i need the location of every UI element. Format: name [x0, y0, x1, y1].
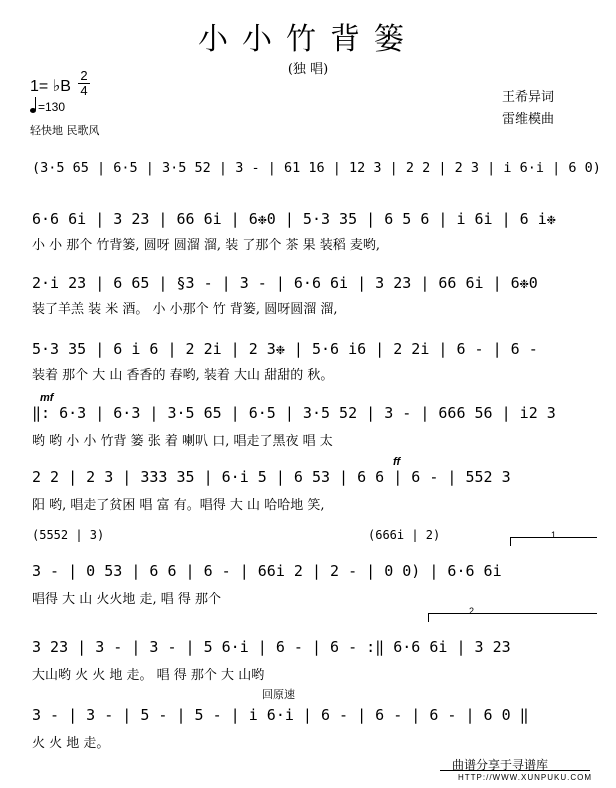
volta-1	[510, 530, 597, 546]
bracket-b: (666i | 2)	[368, 528, 441, 542]
tempo-value: =130	[38, 100, 66, 114]
footer-watermark-text: 曲谱分享于寻谱库	[452, 758, 549, 772]
mf-dynamic: mf	[40, 392, 54, 404]
ff-dynamic: ff	[393, 456, 401, 468]
tempo-marking	[30, 100, 65, 114]
volta-1-label: 1	[551, 530, 557, 540]
song-subtitle: (独 唱)	[287, 62, 329, 77]
key-signature: 1= ♭B	[30, 78, 71, 95]
volta-2-label: 2	[469, 606, 475, 616]
score-line-3-notes: 2·i 23 | 6 65 | §3 - | 3 - | 6·6 6i | 3 23 | 66 6i | 6❉0	[32, 274, 538, 292]
score-line-4-lyrics: 装着 那个 大 山 香香的 春哟, 装着 大山 甜甜的 秋。	[32, 368, 334, 383]
time-top: 2	[80, 68, 88, 83]
volta-2	[428, 606, 597, 622]
quarter-note-icon	[30, 108, 36, 113]
score-line-2-lyrics: 小 小 那个 竹背篓, 圆呀 圆溜 溜, 装 了那个 茶 果 装稻 麦哟,	[32, 238, 380, 253]
score-line-7-lyrics: 唱得 大 山 火火地 走, 唱 得 那个	[32, 592, 222, 607]
score-line-8-notes: 3 23 | 3 - | 3 - | 5 6·i | 6 - | 6 - :‖ 6·6 6i | 3 23	[32, 638, 511, 656]
time-signature	[78, 70, 90, 97]
score-line-2-notes: 6·6 6i | 3 23 | 66 6i | 6❉0 | 5·3 35 | 6 5 6 | i 6i | 6 i❉	[32, 210, 556, 228]
score-line-5-notes: ‖: 6·3 | 6·3 | 3·5 65 | 6·5 | 3·5 52 | 3 - | 666 56 | i2 3	[32, 404, 556, 422]
score-line-5-lyrics: 哟 哟 小 小 竹背 篓 张 着 喇叭 口, 唱走了黑夜 唱 太	[32, 434, 333, 449]
footer-watermark-url: HTTP://WWW.XUNPUKU.COM	[458, 773, 592, 782]
score-line-6-lyrics: 阳 哟, 唱走了贫困 唱 富 有。唱得 大 山 哈哈地 笑,	[32, 498, 325, 513]
score-line-9-lyrics: 火 火 地 走。	[32, 736, 110, 751]
a-tempo-marking: 回原速	[262, 689, 295, 701]
score-line-1-notes: (3·5 65 | 6·5 | 3·5 52 | 3 - | 61 16 | 12 3 | 2 2 | 2 3 | i 6·i | 6 0)	[32, 160, 601, 176]
footer-divider	[440, 770, 590, 771]
score-line-3-lyrics: 装了羊羔 装 米 酒。 小 小那个 竹 背篓, 圆呀圆溜 溜,	[32, 302, 338, 317]
time-bottom: 4	[80, 83, 88, 98]
style-marking: 轻快地 民歌风	[30, 124, 100, 137]
score-line-4-notes: 5·3 35 | 6 i 6 | 2 2i | 2 3❉ | 5·6 i6 | 2 2i | 6 - | 6 -	[32, 340, 538, 358]
score-line-8-lyrics: 大山哟 火 火 地 走。 唱 得 那个 大 山哟	[32, 668, 265, 683]
lyricist-credit: 王希异词	[501, 90, 554, 105]
score-line-7-notes: 3 - | 0 53 | 6 6 | 6 - | 66i 2 | 2 - | 0 0) | 6·6 6i	[32, 562, 502, 580]
bracket-a: (5552 | 3)	[32, 528, 105, 542]
composer-credit: 雷维模曲	[501, 112, 554, 127]
song-title: 小小竹背篓	[198, 22, 418, 57]
score-line-9-notes: 3 - | 3 - | 5 - | 5 - | i 6·i | 6 - | 6 - | 6 - | 6 0 ‖	[32, 706, 529, 724]
score-line-6-notes: 2 2 | 2 3 | 333 35 | 6·i 5 | 6 53 | 6 6 | 6 - | 552 3	[32, 468, 511, 486]
